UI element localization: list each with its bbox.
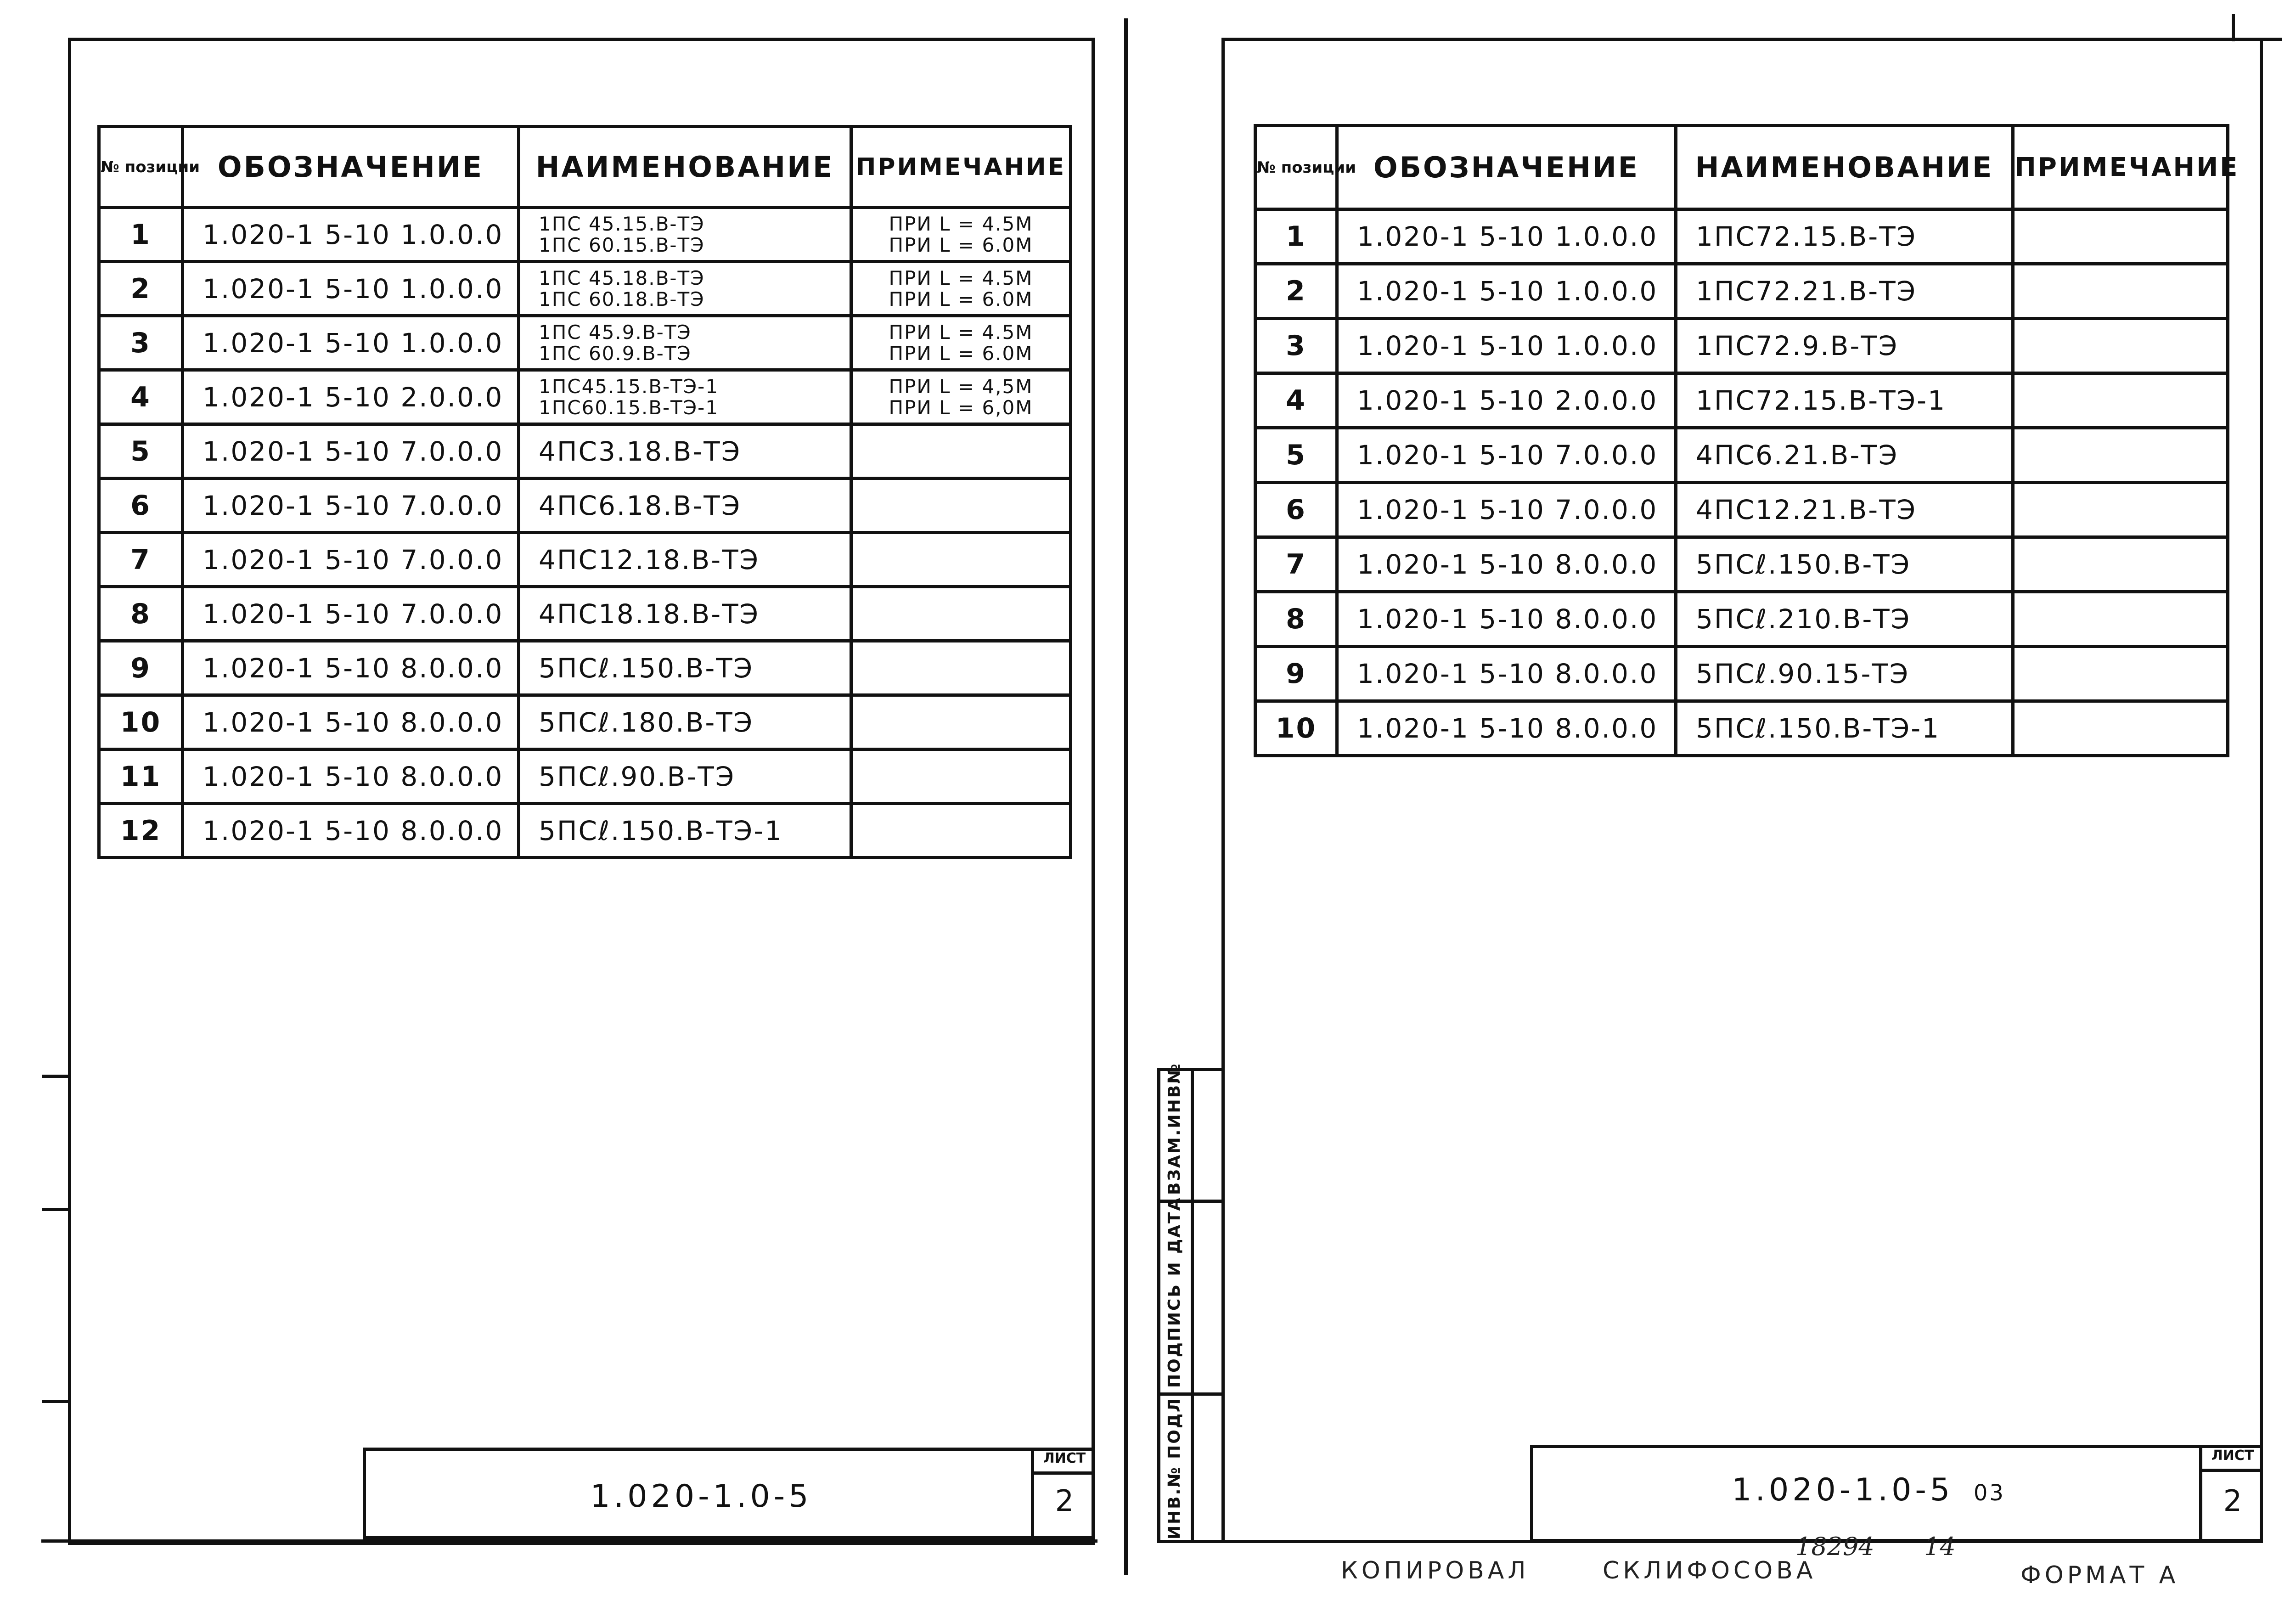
table-row (99, 316, 1071, 370)
note-cell (2013, 647, 2228, 701)
vzam-inv-label: ВЗАМ.ИНВ№ (1165, 1062, 1184, 1195)
name-header: НАИМЕНОВАНИЕ (519, 127, 851, 208)
note-cell (851, 695, 1071, 749)
left-margin-tick (42, 1208, 68, 1211)
table-row (1255, 537, 2228, 592)
table-row (99, 424, 1071, 479)
name-cell (519, 262, 851, 316)
position-cell: 5 (1255, 428, 1337, 483)
position-cell: 5 (99, 424, 183, 479)
strip-inner-divider (1191, 1071, 1194, 1543)
position-cell: 8 (99, 587, 183, 641)
position-cell: 3 (1255, 319, 1337, 373)
note-line: ПРИ L = 4,5М (889, 375, 1033, 398)
right-top-mark (2232, 14, 2235, 41)
note-line: ПРИ L = 4.5М (889, 266, 1033, 289)
position-cell: 1 (99, 208, 183, 262)
name-cell: 5ПСℓ.150.В-ТЭ-1 (1676, 701, 2013, 756)
designation-cell: 1.020-1 5-10 7.0.0.0 (183, 533, 519, 587)
name-line: 1ПС45.15.В-ТЭ-1 (539, 375, 719, 398)
name-cell: 4ПС12.21.В-ТЭ (1676, 483, 2013, 537)
designation-cell: 1.020-1 5-10 1.0.0.0 (183, 208, 519, 262)
note-cell (851, 262, 1071, 316)
note-cell (2013, 537, 2228, 592)
sheet-label: ЛИСТ (2211, 1448, 2254, 1464)
name-cell (519, 316, 851, 370)
name-cell: 5ПСℓ.150.В-ТЭ (519, 641, 851, 695)
right-title-block (1530, 1445, 2263, 1542)
table-row (99, 587, 1071, 641)
name-cell: 5ПСℓ.150.В-ТЭ-1 (519, 804, 851, 858)
document-code-text: 1.020-1.0-5 (1732, 1472, 1954, 1508)
sheet-box (2199, 1445, 2263, 1542)
table-row (99, 370, 1071, 424)
name-cell: 4ПС18.18.В-ТЭ (519, 587, 851, 641)
name-line: 1ПС 60.18.В-ТЭ (539, 287, 705, 310)
position-cell: 6 (99, 479, 183, 533)
right-top-mark (2232, 38, 2282, 41)
name-cell: 1ПС72.21.В-ТЭ (1676, 264, 2013, 319)
name-line: 1ПС 45.18.В-ТЭ (539, 266, 705, 289)
name-cell: 5ПСℓ.90.В-ТЭ (519, 749, 851, 804)
position-cell: 1 (1255, 209, 1337, 264)
name-line: 1ПС60.15.В-ТЭ-1 (539, 396, 719, 419)
designation-cell: 1.020-1 5-10 8.0.0.0 (1337, 701, 1676, 756)
position-cell: 10 (1255, 701, 1337, 756)
position-cell: 9 (1255, 647, 1337, 701)
name-cell: 1ПС72.15.В-ТЭ-1 (1676, 373, 2013, 428)
approval-strip (1157, 1062, 1225, 1543)
right-spec-table (1254, 124, 2240, 757)
name-cell: 4ПС3.18.В-ТЭ (519, 424, 851, 479)
inv-podl-label: ИНВ.№ ПОДЛ (1165, 1397, 1184, 1539)
name-line: 1ПС 60.9.В-ТЭ (539, 342, 692, 365)
left-margin-tick (42, 1400, 68, 1403)
note-cell (851, 479, 1071, 533)
position-cell: 6 (1255, 483, 1337, 537)
note-cell (851, 370, 1071, 424)
note-cell (851, 587, 1071, 641)
note-cell (2013, 483, 2228, 537)
position-cell: 10 (99, 695, 183, 749)
position-cell: 4 (99, 370, 183, 424)
position-cell: 7 (99, 533, 183, 587)
name-cell (519, 208, 851, 262)
position-cell: 8 (1255, 592, 1337, 647)
position-cell: 2 (1255, 264, 1337, 319)
left-title-block (363, 1448, 1095, 1539)
note-cell (851, 208, 1071, 262)
note-cell (851, 641, 1071, 695)
document-code: 1.020-1.0-5 (590, 1478, 812, 1515)
name-cell: 5ПСℓ.150.В-ТЭ (1676, 537, 2013, 592)
note-cell (2013, 209, 2228, 264)
note-line: ПРИ L = 6,0М (889, 396, 1033, 419)
designation-cell: 1.020-1 5-10 8.0.0.0 (1337, 537, 1676, 592)
designation-cell: 1.020-1 5-10 8.0.0.0 (183, 695, 519, 749)
table-row (1255, 647, 2228, 701)
note-cell (851, 424, 1071, 479)
position-cell: 9 (99, 641, 183, 695)
name-cell: 4ПС6.18.В-ТЭ (519, 479, 851, 533)
table-row (1255, 428, 2228, 483)
table-row (1255, 319, 2228, 373)
name-cell: 1ПС72.9.В-ТЭ (1676, 319, 2013, 373)
name-line: 1ПС 45.15.В-ТЭ (539, 212, 705, 235)
name-cell: 5ПСℓ.90.15-ТЭ (1676, 647, 2013, 701)
sheet-number: 2 (1055, 1484, 1074, 1518)
note-cell (851, 533, 1071, 587)
designation-cell: 1.020-1 5-10 8.0.0.0 (183, 804, 519, 858)
note-cell (851, 804, 1071, 858)
name-cell (519, 370, 851, 424)
note-line: ПРИ L = 4.5М (889, 212, 1033, 235)
position-header: № позиции (1255, 126, 1337, 209)
sheet-label-rule (1034, 1471, 1095, 1475)
designation-cell: 1.020-1 5-10 8.0.0.0 (183, 641, 519, 695)
table-row (99, 208, 1071, 262)
name-cell: 5ПСℓ.180.В-ТЭ (519, 695, 851, 749)
table-row (1255, 264, 2228, 319)
left-margin-tick (42, 1075, 68, 1078)
note-line: ПРИ L = 4.5М (889, 321, 1033, 344)
document-code-suffix: 03 (1973, 1480, 2005, 1506)
left-spec-table (97, 125, 1072, 859)
position-cell: 12 (99, 804, 183, 858)
table-row (99, 749, 1071, 804)
designation-cell: 1.020-1 5-10 8.0.0.0 (1337, 647, 1676, 701)
note-cell (2013, 319, 2228, 373)
position-cell: 11 (99, 749, 183, 804)
position-cell: 3 (99, 316, 183, 370)
designation-cell: 1.020-1 5-10 7.0.0.0 (183, 424, 519, 479)
designation-cell: 1.020-1 5-10 2.0.0.0 (1337, 373, 1676, 428)
sheet-divider (1124, 18, 1128, 1575)
designation-cell: 1.020-1 5-10 7.0.0.0 (183, 479, 519, 533)
designation-header: ОБОЗНАЧЕНИЕ (183, 127, 519, 208)
designation-cell: 1.020-1 5-10 1.0.0.0 (183, 262, 519, 316)
footer-checked: СКЛИФОСОВА (1603, 1557, 1817, 1584)
name-cell: 4ПС12.18.В-ТЭ (519, 533, 851, 587)
note-cell (2013, 428, 2228, 483)
table-row (99, 695, 1071, 749)
sheet-label: ЛИСТ (1043, 1450, 1086, 1466)
designation-cell: 1.020-1 5-10 7.0.0.0 (1337, 483, 1676, 537)
note-cell (2013, 592, 2228, 647)
left-bottom-line (41, 1539, 1097, 1543)
table-row (1255, 373, 2228, 428)
note-line: ПРИ L = 6.0М (889, 342, 1033, 365)
note-cell (2013, 373, 2228, 428)
name-line: 1ПС 60.15.В-ТЭ (539, 233, 705, 256)
designation-cell: 1.020-1 5-10 8.0.0.0 (183, 749, 519, 804)
footer-handwritten-number: 18294 (1795, 1532, 1874, 1561)
designation-cell: 1.020-1 5-10 7.0.0.0 (183, 587, 519, 641)
designation-cell: 1.020-1 5-10 1.0.0.0 (183, 316, 519, 370)
table-row (1255, 701, 2228, 756)
table-row (1255, 209, 2228, 264)
designation-cell: 1.020-1 5-10 1.0.0.0 (1337, 319, 1676, 373)
designation-cell: 1.020-1 5-10 1.0.0.0 (1337, 209, 1676, 264)
footer-format: ФОРМАТ А (2020, 1561, 2179, 1589)
note-header: ПРИМЕЧАНИЕ (851, 127, 1071, 208)
table-row (1255, 592, 2228, 647)
designation-cell: 1.020-1 5-10 2.0.0.0 (183, 370, 519, 424)
position-header: № позиции (99, 127, 183, 208)
designation-cell: 1.020-1 5-10 8.0.0.0 (1337, 592, 1676, 647)
position-cell: 2 (99, 262, 183, 316)
note-cell (851, 749, 1071, 804)
footer-handwritten-number: 14 (1924, 1532, 1956, 1561)
sheet-number: 2 (2223, 1484, 2242, 1518)
document-code (1533, 1472, 2204, 1508)
note-header: ПРИМЕЧАНИЕ (2013, 126, 2228, 209)
designation-cell: 1.020-1 5-10 7.0.0.0 (1337, 428, 1676, 483)
name-header: НАИМЕНОВАНИЕ (1676, 126, 2013, 209)
designation-header: ОБОЗНАЧЕНИЕ (1337, 126, 1676, 209)
table-row (99, 533, 1071, 587)
table-row (99, 641, 1071, 695)
table-row (99, 804, 1071, 858)
note-cell (2013, 701, 2228, 756)
note-line: ПРИ L = 6.0М (889, 233, 1033, 256)
name-line: 1ПС 45.9.В-ТЭ (539, 321, 692, 344)
table-row (99, 262, 1071, 316)
name-cell: 1ПС72.15.В-ТЭ (1676, 209, 2013, 264)
designation-cell: 1.020-1 5-10 1.0.0.0 (1337, 264, 1676, 319)
name-cell: 4ПС6.21.В-ТЭ (1676, 428, 2013, 483)
sheet-box (1031, 1448, 1095, 1539)
note-cell (851, 316, 1071, 370)
position-cell: 4 (1255, 373, 1337, 428)
position-cell: 7 (1255, 537, 1337, 592)
sign-date-label: ПОДПИСЬ И ДАТА (1165, 1196, 1184, 1388)
note-cell (2013, 264, 2228, 319)
footer-copied: КОПИРОВАЛ (1341, 1557, 1530, 1584)
table-row (1255, 483, 2228, 537)
name-cell: 5ПСℓ.210.В-ТЭ (1676, 592, 2013, 647)
table-row (99, 479, 1071, 533)
sheet-label-rule (2202, 1469, 2263, 1472)
note-line: ПРИ L = 6.0М (889, 287, 1033, 310)
